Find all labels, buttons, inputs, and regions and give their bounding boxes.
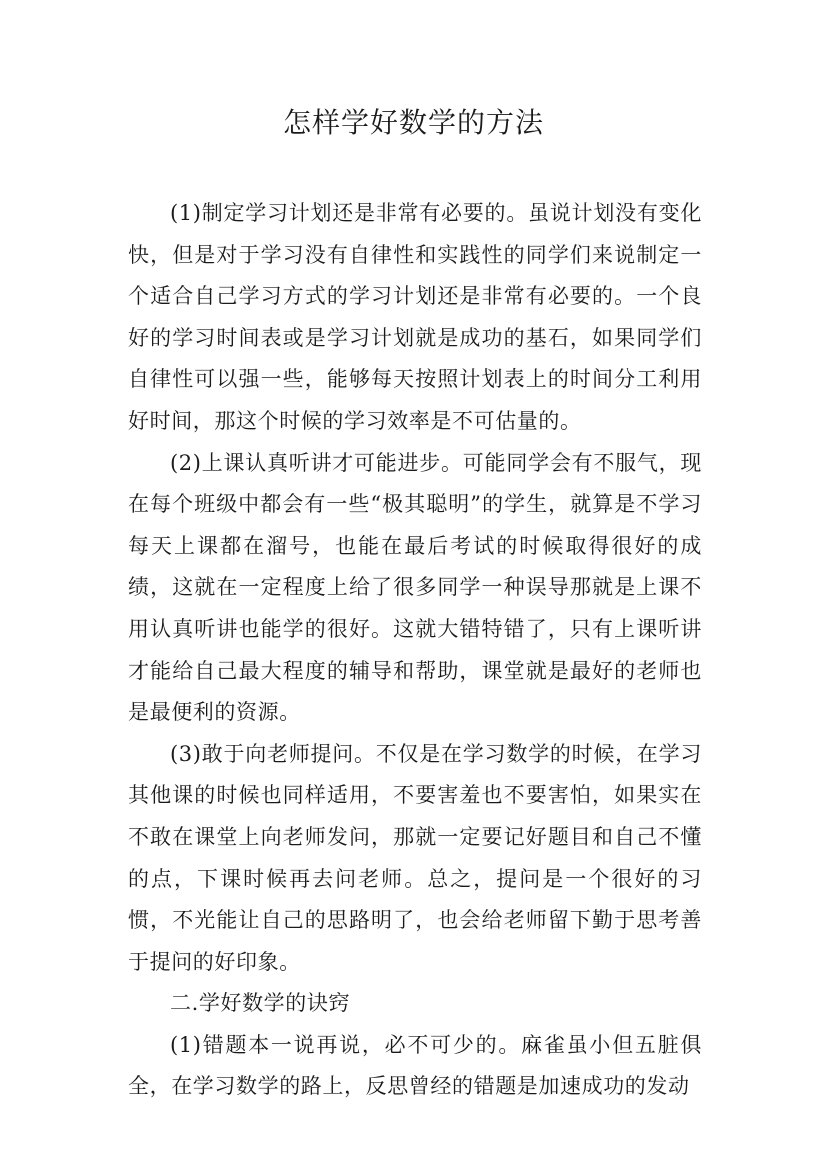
section-heading-tips: 二.学好数学的诀窍 <box>170 991 351 1016</box>
paragraph-2-listen-in-class: (2)上课认真听讲才可能进步。可能同学会有不服气，现在每个班级中都会有一些“极其聪明”的学生，就算是不学习每天上课都在溜号，也能在最后考试的时候取得很好的成绩，这就在一定程度上给了很多同学一种误导那就是上课不用认真听讲也能学的很好。这就大错特错了，只有上课听讲才能给自己最大程度的辅导和帮助，课堂就是最好的老师也是最便利的资源。 <box>128 450 702 725</box>
paragraph-3-ask-teacher: (3)敢于向老师提问。不仅是在学习数学的时候，在学习其他课的时候也同样适用，不要害羞也不要害怕，如果实在不敢在课堂上向老师发问，那就一定要记好题目和自己不懂的点，下课时候再去问老师。总之，提问是一个很好的习惯，不光能让自己的思路明了，也会给老师留下勤于思考善于提问的好印象。 <box>128 741 702 974</box>
document-body <box>128 193 702 1108</box>
paragraph-4-mistake-notebook: (1)错题本一说再说，必不可少的。麻雀虽小但五脏俱全，在学习数学的路上，反思曾经的错题是加速成功的发动 <box>128 1032 702 1099</box>
document-title: 怎样学好数学的方法 <box>282 106 544 139</box>
paragraph-1-study-plan: (1)制定学习计划还是非常有必要的。虽说计划没有变化快，但是对于学习没有自律性和实践性的同学们来说制定一个适合自己学习方式的学习计划还是非常有必要的。一个良好的学习时间表或是学习计划就是成功的基石，如果同学们自律性可以强一些，能够每天按照计划表上的时间分工利用好时间，那这个时候的学习效率是不可估量的。 <box>128 201 702 433</box>
